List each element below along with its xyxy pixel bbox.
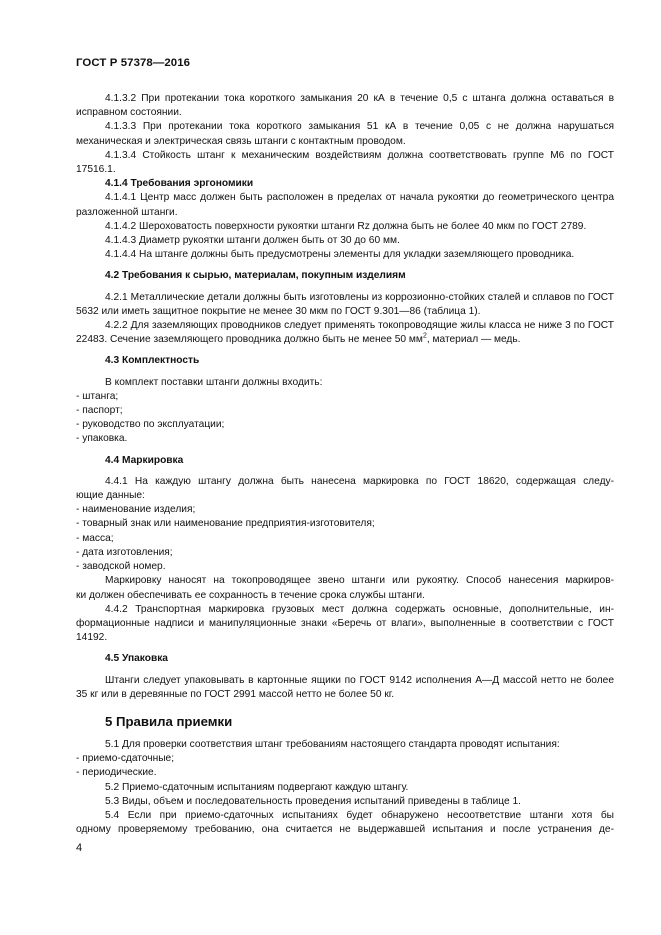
clause-5-3: 5.3 Виды, объем и последовательность проведения испытаний приведены в таблице 1. (105, 795, 522, 807)
heading-4-2: 4.2 Требования к сырью, материалам, покупным изделиям (105, 270, 406, 282)
clause-4-4-2-line1: 4.4.2 Транспортная маркировка грузовых мест должна содержать основные, дополнительные, ин- (105, 603, 614, 615)
heading-4-1-4: 4.1.4 Требования эргономики (105, 178, 254, 190)
page-number: 4 (76, 842, 83, 854)
list-item: - товарный знак или наименование предприятия-изготовителя; (76, 518, 375, 530)
heading-4-5: 4.5 Упаковка (105, 653, 168, 665)
heading-4-3: 4.3 Комплектность (105, 355, 200, 367)
document-body (76, 92, 614, 837)
list-item: - упаковка. (76, 433, 128, 445)
clause-4-4-1-line1: 4.4.1 На каждую штангу должна быть нанесена маркировка по ГОСТ 18620, содержащая следу- (105, 475, 614, 487)
clause-4-2-1: 4.2.1 Металлические детали должны быть изготовлены из коррозионно-стойких сталей и сплавов по ГОСТ 5632 или иметь защитное покрытие не менее 30 мкм по ГОСТ 9.301—86 (таблица 1). (76, 291, 614, 317)
clause-4-1-4-3: 4.1.4.3 Диаметр рукоятки штанги должен быть от 30 до 60 мм. (105, 235, 400, 247)
section-5-heading: 5 Правила приемки (105, 713, 233, 729)
list-item: - масса; (76, 532, 114, 544)
clause-5-4-line2: одному проверяемому требованию, она считается не выдержавшей испытания и после устранения де- (76, 824, 614, 836)
clause-4-4-1-line2: ющие данные: (76, 490, 145, 502)
clause-4-2-2 (76, 319, 614, 347)
clause-4-1-3-4: 4.1.3.4 Стойкость штанг к механическим воздействиям должна соответствовать группе М6 по ГОСТ 17516.1. (76, 149, 614, 176)
clause-4-3-intro: В комплект поставки штанги должны входить: (105, 376, 323, 388)
clause-4-1-4-2: 4.1.4.2 Шероховатость поверхности рукоятки штанги Rz должна быть не более 40 мкм по ГОСТ 2789. (105, 220, 587, 232)
clause-4-2-2-text: 4.2.2 Для заземляющих проводников следует применять токопроводящие жилы класса не ниже 3 по ГОСТ 22483. Сечение заземляющего проводника должно быть не менее 50 мм (76, 320, 614, 346)
list-item: - дата изготовления; (76, 546, 173, 558)
document-header: ГОСТ Р 57378—2016 (76, 57, 191, 69)
clause-4-5: Штанги следует упаковывать в картонные ящики по ГОСТ 9142 исполнения А—Д массой нетто не более 35 кг или в деревянные по ГОСТ 2991 массой нетто не более 50 кг. (76, 674, 614, 700)
list-item: - периодические. (76, 767, 157, 779)
list-item: - руководство по эксплуатации; (76, 419, 225, 431)
list-item: - заводской номер. (76, 561, 166, 573)
clause-5-2: 5.2 Приемо-сдаточным испытаниям подвергают каждую штангу. (105, 781, 409, 793)
clause-4-2-2-end: , материал — медь. (426, 334, 521, 346)
superscript-2: 2 (422, 332, 427, 340)
clause-4-4-1-note-line2: ки должен обеспечивать ее сохранность в течение срока службы штанги. (76, 589, 425, 601)
list-item: - штанга; (76, 390, 119, 402)
clause-4-4-1-note-line1: Маркировку наносят на токопроводящее звено штанги или рукоятку. Способ нанесения маркиров- (105, 575, 614, 587)
clause-5-1: 5.1 Для проверки соответствия штанг требованиям настоящего стандарта проводят испытания: (105, 738, 560, 750)
clause-5-4-line1: 5.4 Если при приемо-сдаточных испытаниях будет обнаружено несоответствие штанги хотя бы (105, 809, 614, 821)
clause-4-1-3-3: 4.1.3.3 При протекании тока короткого замыкания 51 кА в течение 0,05 с не должна нарушаться механическая и электрическая связь штанги с контактным проводом. (76, 121, 614, 147)
clause-4-1-4-1: 4.1.4.1 Центр масс должен быть расположен в пределах от начала рукоятки до геометрического центра разложенной штанги. (76, 192, 614, 218)
list-item: - наименование изделия; (76, 504, 196, 516)
clause-4-1-4-4: 4.1.4.4 На штанге должны быть предусмотрены элементы для укладки заземляющего проводника. (105, 249, 575, 261)
list-item: - паспорт; (76, 405, 123, 417)
clause-4-4-2-line2: формационные надписи и манипуляционные знаки «Беречь от влаги», выполненные в соответствии с ГОСТ 14192. (76, 617, 614, 644)
list-item: - приемо-сдаточные; (76, 753, 175, 765)
clause-4-1-3-2: 4.1.3.2 При протекании тока короткого замыкания 20 кА в течение 0,5 с штанга должна оставаться в исправном состоянии. (76, 93, 614, 119)
heading-4-4: 4.4 Маркировка (105, 454, 184, 466)
